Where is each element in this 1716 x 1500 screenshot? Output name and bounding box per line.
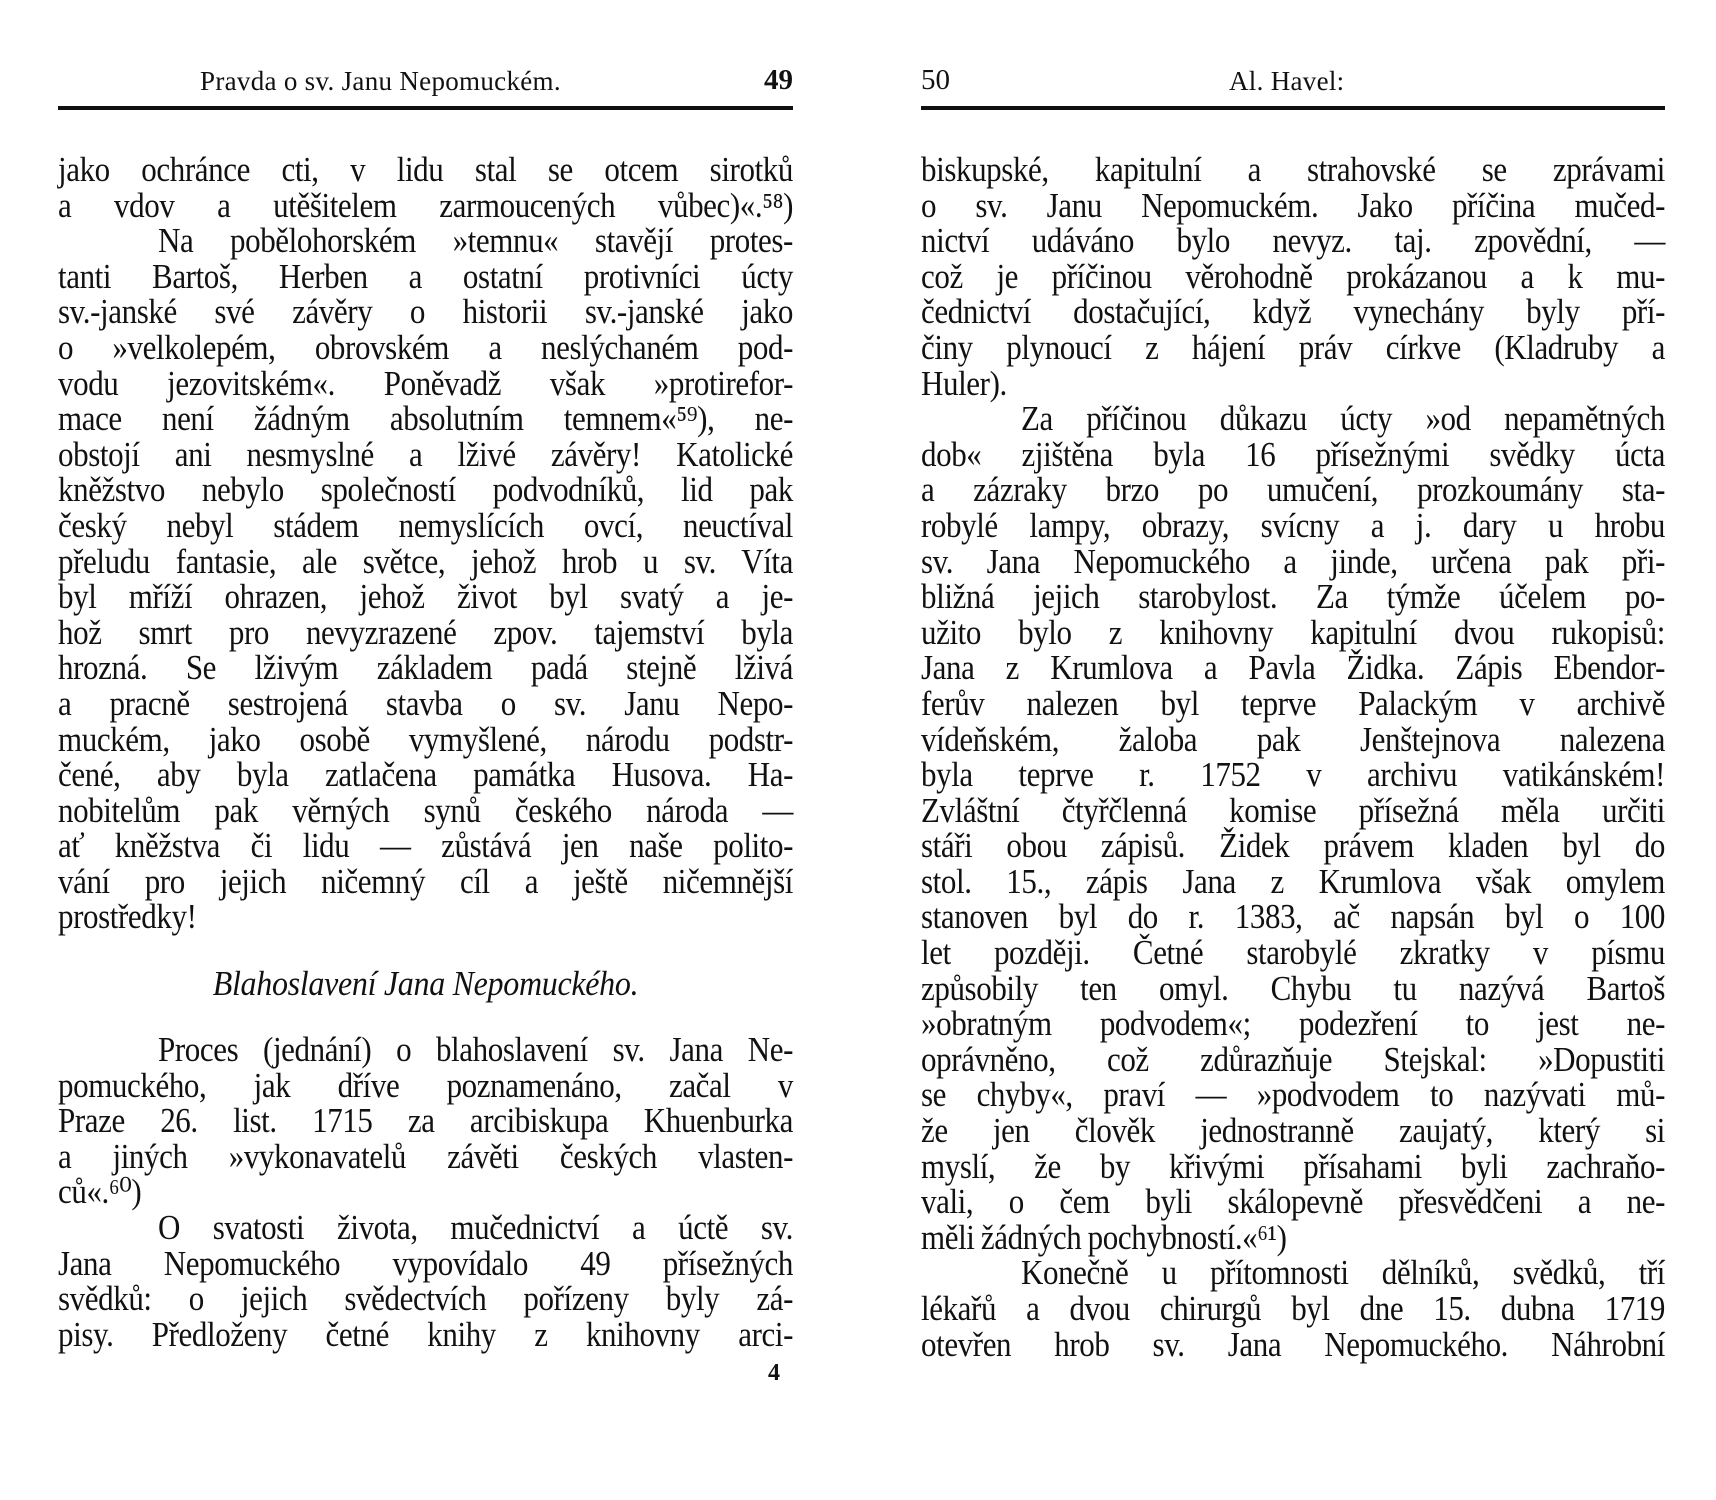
paragraph-block <box>58 1029 793 1354</box>
text-line: Jana Nepomuckého vypovídalo 49 přísežných <box>58 1243 793 1283</box>
text-line: vídeňském, žaloba pak Jenštejnova nalezena <box>921 719 1665 759</box>
left-page <box>58 0 793 1500</box>
text-line: sv.-janské své závěry o historii sv.-janské jako <box>58 292 793 332</box>
page-number: 49 <box>764 64 793 96</box>
text-line: o »velkolepém, obrovském a neslýchaném pod- <box>58 327 793 368</box>
text-line: vání pro jejich ničemný cíl a ještě ničemnější <box>58 861 793 901</box>
text-line: kněžstvo nebylo společností podvodníků, lid pak <box>58 470 793 510</box>
text-line: pomuckého, jak dříve poznamenáno, začal v <box>58 1065 793 1105</box>
running-head <box>58 66 793 102</box>
text-line: což je příčinou věrohodně prokázanou a k mu- <box>921 256 1665 296</box>
text-line: bližná jejich starobylost. Za týmže účelem po- <box>921 576 1665 617</box>
text-line: že jen člověk jednostranně zaujatý, který si <box>921 1110 1665 1151</box>
page-number: 50 <box>921 64 950 96</box>
text-line: hrozná. Se lživým základem padá stejně lživá <box>58 648 793 688</box>
text-line: ců«.⁶⁰) <box>58 1172 142 1212</box>
paragraph-block <box>58 149 793 937</box>
text-line: hož smrt pro nevyzrazené zpov. tajemství byla <box>58 612 793 652</box>
text-line: čednictví dostačující, když vynechány byly pří- <box>921 292 1665 332</box>
text-line: stol. 15., zápis Jana z Krumlova však omylem <box>921 861 1665 901</box>
text-line: jako ochránce cti, v lidu stal se otcem sirotků <box>58 149 793 190</box>
text-line: tanti Bartoš, Herben a ostatní protivníci úcty <box>58 256 793 296</box>
text-line: stáři obou zápisů. Židek právem kladen byl do <box>921 826 1665 866</box>
text-line: nictví udáváno bylo nevyz. taj. zpovědní, — <box>921 221 1665 261</box>
text-line: otevřen hrob sv. Jana Nepomuckého. Náhrobní <box>921 1324 1665 1364</box>
text-line: pisy. Předloženy četné knihy z knihovny arci- <box>58 1314 793 1354</box>
text-line: ať kněžstva či lidu — zůstává jen naše polito- <box>58 826 793 866</box>
text-line: činy plynoucí z hájení práv církve (Kladruby a <box>921 327 1665 368</box>
header-rule <box>921 106 1665 110</box>
text-line: přeludu fantasie, ale světce, jehož hrob u sv. Víta <box>58 541 793 581</box>
text-line: užito bylo z knihovny kapitulní dvou rukopisů: <box>921 612 1665 652</box>
right-page <box>921 0 1665 1500</box>
text-line: myslí, že by křivými přísahami byli zachraňo- <box>921 1146 1665 1186</box>
text-line: Konečně u přítomnosti dělníků, svědků, tří <box>1021 1253 1665 1293</box>
text-line: Na pobělohorském »temnu« stavějí protes- <box>158 221 793 261</box>
text-line: a jiných »vykonavatelů závěti českých vlasten- <box>58 1136 793 1176</box>
text-line: vali, o čem byli skálopevně přesvědčeni a ne- <box>921 1182 1665 1222</box>
text-line: biskupské, kapitulní a strahovské se zprávami <box>921 149 1665 190</box>
text-line: český nebyl stádem nemyslících ovcí, neuctíval <box>58 505 793 546</box>
running-head <box>921 66 1665 102</box>
text-line: byl mříží ohrazen, jehož život byl svatý a je- <box>58 576 793 617</box>
text-line: a zázraky brzo po umučení, prozkoumány sta- <box>921 470 1665 510</box>
signature-mark: 4 <box>768 1360 780 1386</box>
text-line: byla teprve r. 1752 v archivu vatikánském! <box>921 754 1665 795</box>
text-line: obstojí ani nesmyslné a lživé závěry! Katolické <box>58 434 793 474</box>
header-rule <box>58 106 793 110</box>
text-line: Za příčinou důkazu úcty »od nepamětných <box>1021 399 1665 439</box>
text-line: O svatosti života, mučednictví a úctě sv. <box>158 1207 793 1248</box>
text-line: Jana z Krumlova a Pavla Židka. Zápis Ebendor- <box>921 648 1665 688</box>
text-line: čené, aby byla zatlačena památka Husova. Ha- <box>58 754 793 795</box>
text-line: vodu jezovitském«. Poněvadž však »protirefor- <box>58 363 793 403</box>
text-line: Proces (jednání) o blahoslavení sv. Jana Ne- <box>158 1029 793 1070</box>
text-line: a vdov a utěšitelem zarmoucených vůbec)«.⁵⁸) <box>58 185 793 225</box>
paragraph-block <box>921 149 1665 1364</box>
text-line: způsobily ten omyl. Chybu tu nazývá Bartoš <box>921 968 1665 1008</box>
text-line: muckém, jako osobě vymyšlené, národu podstr- <box>58 719 793 759</box>
text-line: nobitelům pak věrných synů českého národa — <box>58 790 793 830</box>
text-line: o sv. Janu Nepomuckém. Jako příčina mučed- <box>921 185 1665 225</box>
section-heading: Blahoslavení Jana Nepomuckého. <box>212 963 639 1003</box>
text-line: Praze 26. list. 1715 za arcibiskupa Khuenburka <box>58 1101 793 1141</box>
text-line: Zvláštní čtyřčlenná komise přísežná měla určiti <box>921 790 1665 830</box>
text-line: prostředky! <box>58 897 197 937</box>
text-line: mace není žádným absolutním temnem«⁵⁹), ne- <box>58 399 793 439</box>
running-title: Al. Havel: <box>1229 66 1345 96</box>
text-line: svědků: o jejich svědectvích pořízeny byly zá- <box>58 1279 793 1319</box>
text-line: ferův nalezen byl teprve Palackým v archivě <box>921 683 1665 723</box>
text-line: let později. Četné starobylé zkratky v písmu <box>921 932 1665 973</box>
text-line: sv. Jana Nepomuckého a jinde, určena pak při- <box>921 541 1665 581</box>
text-line: lékařů a dvou chirurgů byl dne 15. dubna 1719 <box>921 1288 1665 1329</box>
running-title: Pravda o sv. Janu Nepomuckém. <box>200 66 561 96</box>
text-line: a pracně sestrojená stavba o sv. Janu Nepo- <box>58 683 793 723</box>
text-line: dob« zjištěna byla 16 přísežnými svědky úcta <box>921 434 1665 474</box>
text-line: robylé lampy, obrazy, svícny a j. dary u hrobu <box>921 505 1665 546</box>
text-line: měli žádných pochybností.«⁶¹) <box>921 1217 1287 1257</box>
text-line: oprávněno, což zdůrazňuje Stejskal: »Dopustiti <box>921 1039 1665 1079</box>
text-line: Huler). <box>921 363 1007 403</box>
text-line: »obratným podvodem«; podezření to jest ne- <box>921 1004 1665 1044</box>
text-line: stanoven byl do r. 1383, ač napsán byl o 100 <box>921 897 1665 937</box>
text-line: se chyby«, praví — »podvodem to nazývati mů- <box>921 1075 1665 1115</box>
